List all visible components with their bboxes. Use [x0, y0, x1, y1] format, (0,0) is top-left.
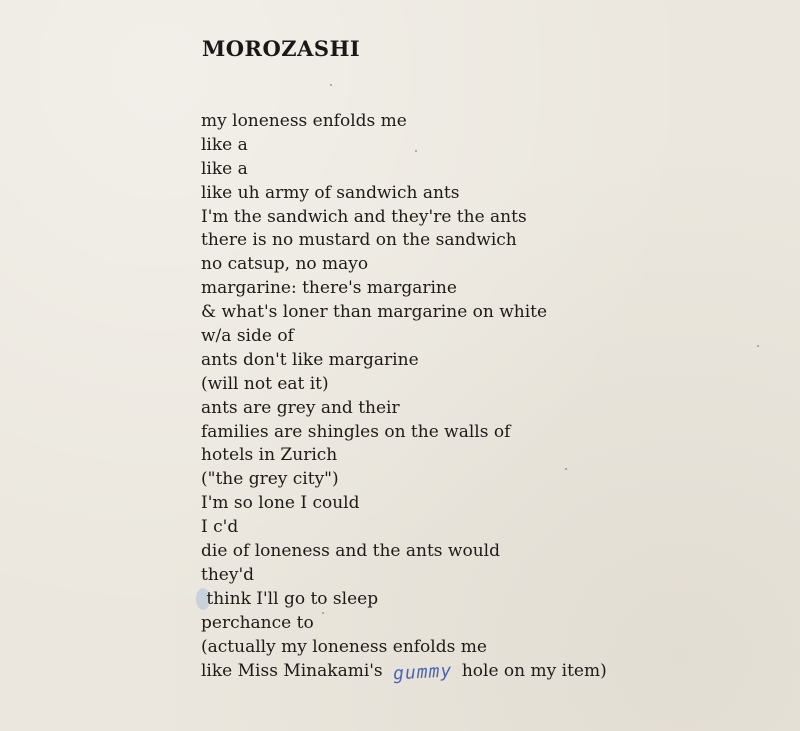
- paper-speck: [330, 84, 332, 86]
- poem-line: I c'd: [201, 517, 239, 538]
- poem-last-line: [201, 659, 761, 686]
- poem-line: like uh army of sandwich ants: [201, 182, 460, 203]
- poem-line: no catsup, no mayo: [201, 254, 369, 275]
- poem-line: hotels in Zurich: [201, 445, 338, 466]
- poem-line: like a: [201, 158, 248, 179]
- poem-line: my loneness enfolds me: [201, 111, 407, 131]
- poem-line: ants don't like margarine: [201, 349, 419, 370]
- poem-line: perchance to: [201, 612, 314, 633]
- poem-line: ants are grey and their: [201, 397, 400, 418]
- poem-line: (actually my loneness enfolds me: [201, 636, 487, 657]
- poem-line: (will not eat it): [201, 373, 329, 394]
- poem-line: & what's loner than margarine on white: [201, 302, 548, 323]
- poem-line: margarine: there's margarine: [201, 278, 457, 299]
- poem-line: w/a side of: [201, 326, 294, 347]
- poem-line: I'm so lone I could: [201, 493, 360, 514]
- poem-line: I'm the sandwich and they're the ants: [201, 206, 527, 227]
- poem-line: families are shingles on the walls of: [201, 421, 511, 442]
- poem-line: they'd: [201, 564, 255, 585]
- poem-line: think I'll go to sleep: [201, 588, 379, 609]
- poem-title: MOROZASHI: [202, 36, 361, 61]
- last-line-before: like Miss Minakami's: [201, 661, 383, 682]
- handwritten-word: gummy: [392, 660, 453, 686]
- poem-line: ("the grey city"): [201, 469, 339, 490]
- last-line-after: hole on my item): [461, 661, 607, 682]
- poem-body: [201, 110, 761, 686]
- poem-line: like a: [201, 134, 248, 155]
- poem-line: there is no mustard on the sandwich: [201, 230, 517, 251]
- poem-line: die of loneness and the ants would: [201, 541, 500, 562]
